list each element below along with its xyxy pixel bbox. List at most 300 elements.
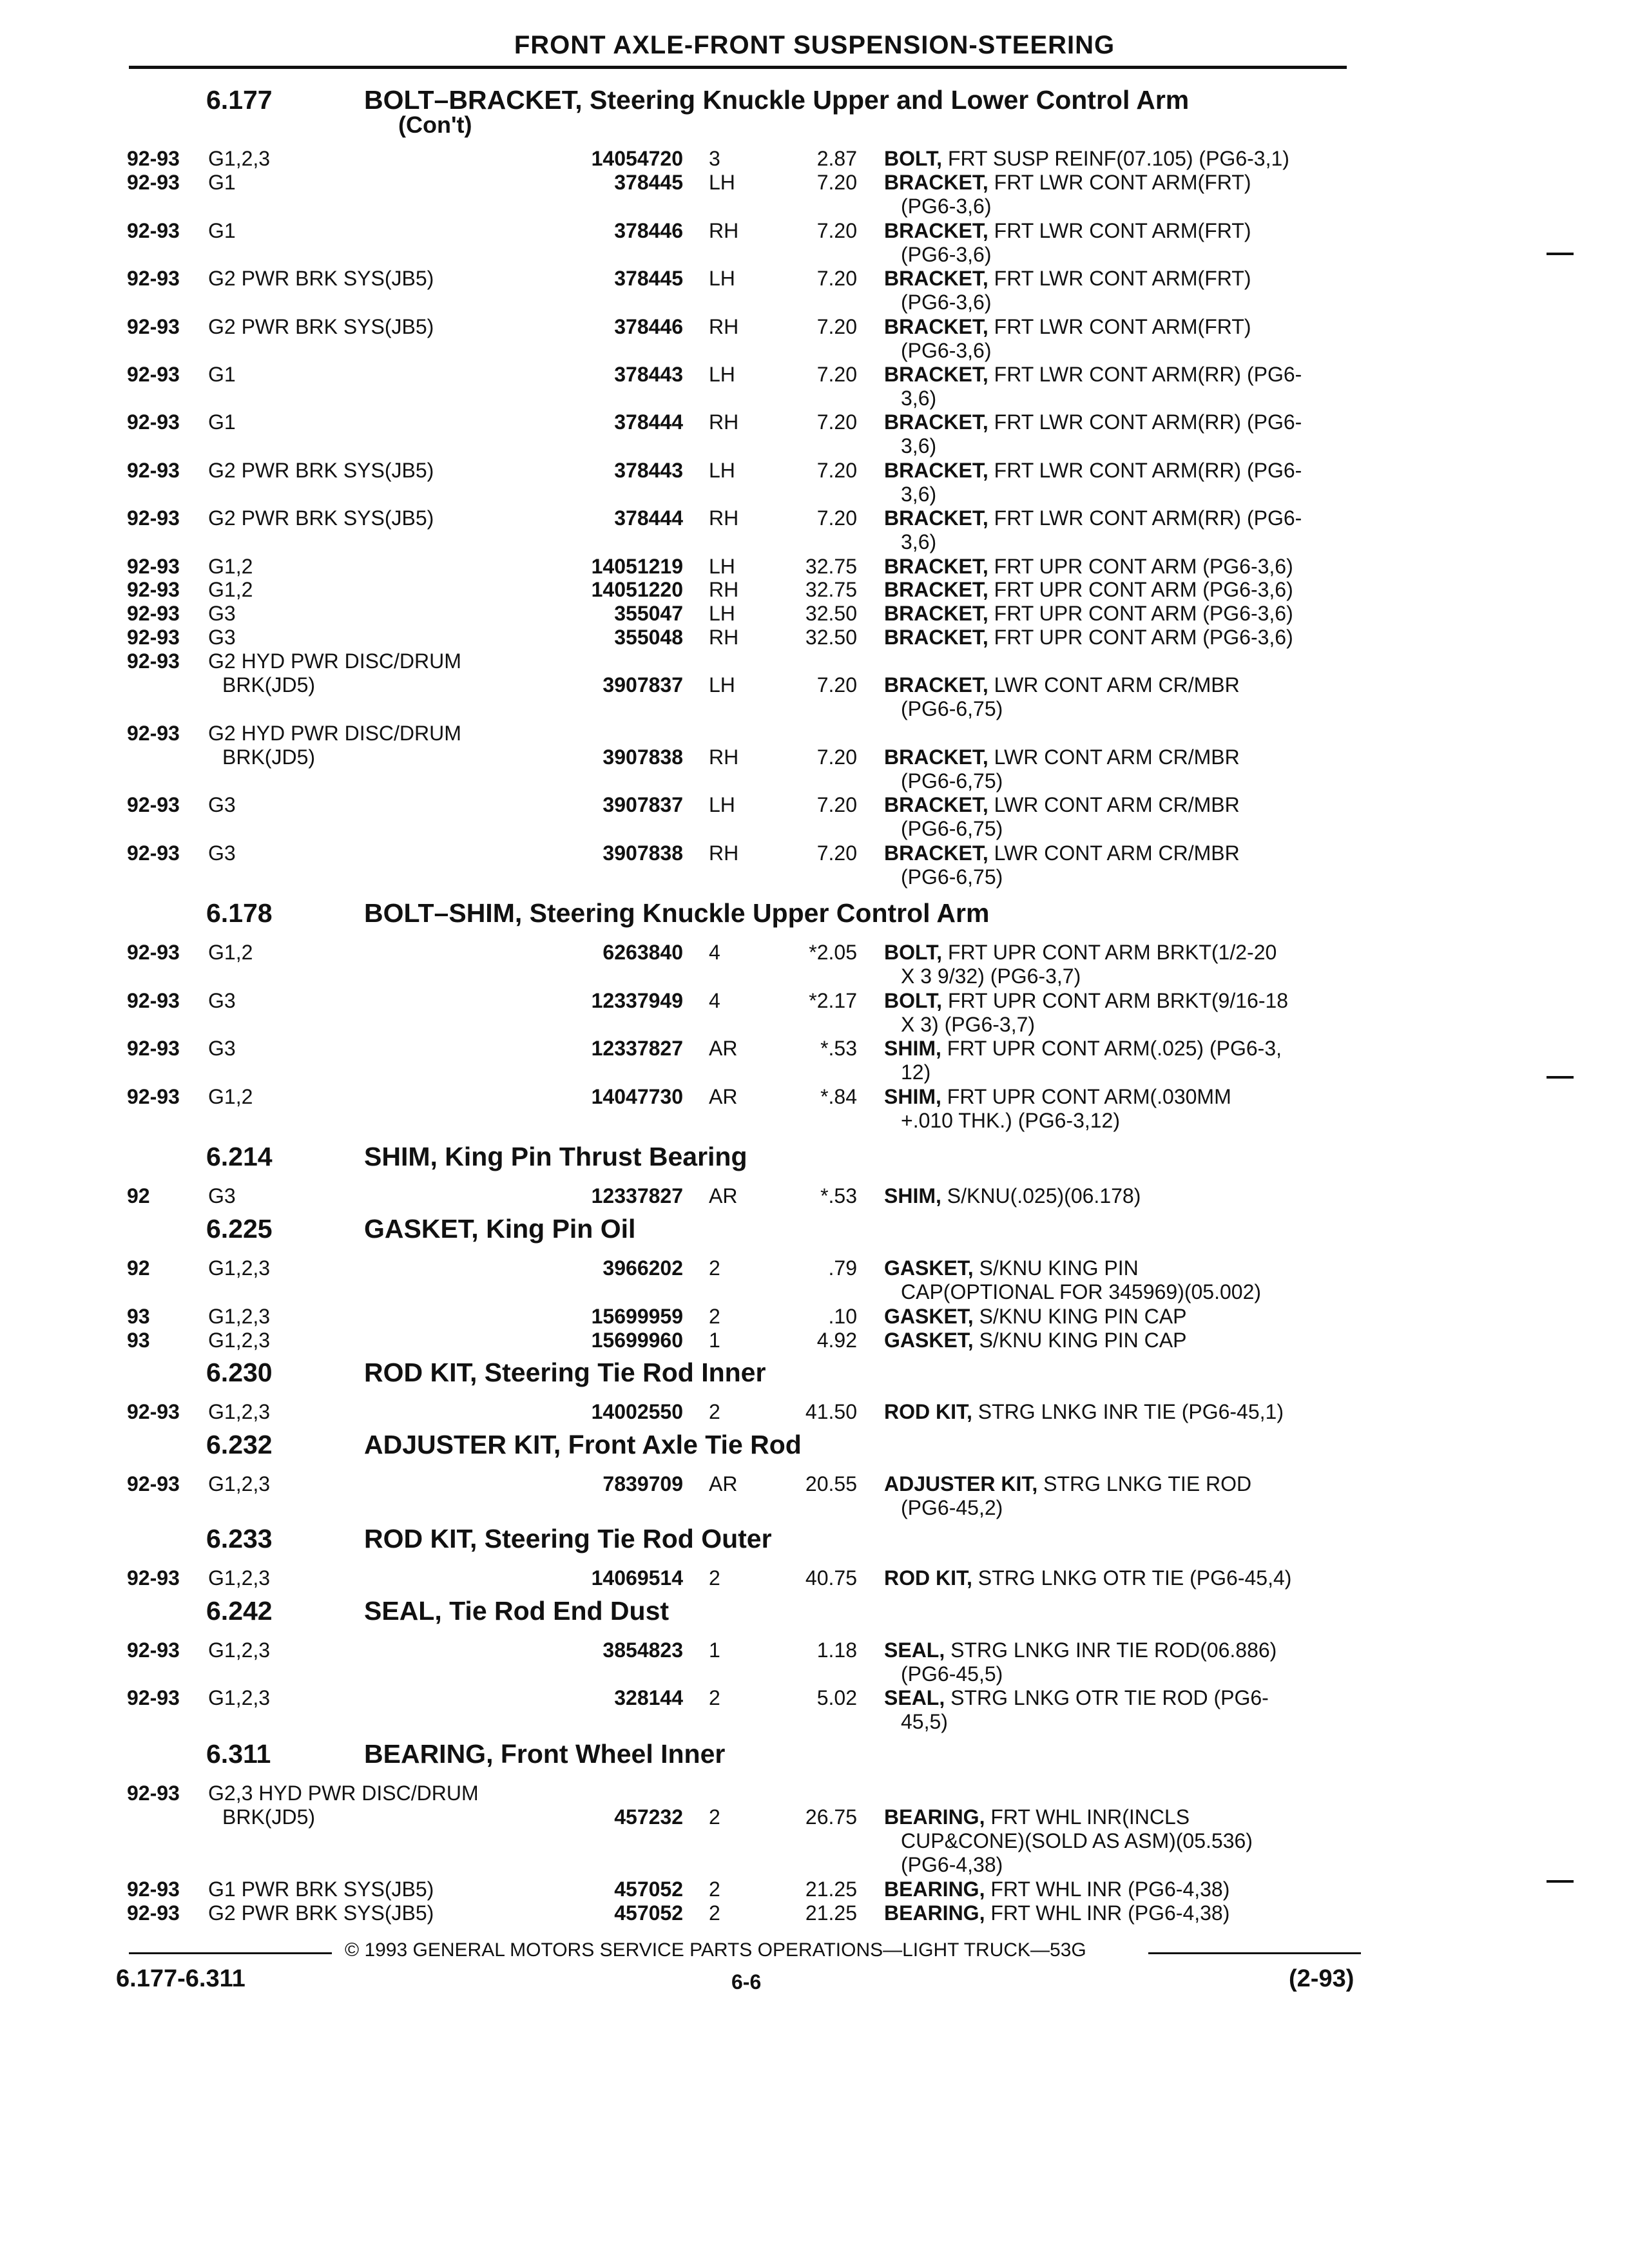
row-description-keyword: GASKET, <box>884 1305 974 1328</box>
row-model: G2 PWR BRK SYS(JB5) <box>208 459 434 482</box>
row-description-continued-text: X 3 9/32) (PG6-3,7) <box>901 965 1081 988</box>
row-description-text: LWR CONT ARM CR/MBR <box>988 841 1240 865</box>
table-row <box>0 941 1629 965</box>
row-price: .79 <box>828 1256 857 1280</box>
row-description-continued <box>0 1710 1629 1734</box>
row-description-keyword: BRACKET, <box>884 363 988 386</box>
row-model: G1,2,3 <box>208 1329 271 1352</box>
row-description-continued <box>0 817 1629 841</box>
row-description <box>884 315 1251 339</box>
row-description <box>884 1566 1291 1590</box>
row-price: 40.75 <box>805 1566 857 1590</box>
footer-revision-date: (2-93) <box>1289 1965 1354 1992</box>
row-quantity: LH <box>709 673 735 697</box>
row-part-number: 7839709 <box>602 1472 683 1495</box>
row-description-continued <box>0 965 1629 988</box>
row-year: 92-93 <box>127 459 180 482</box>
row-description <box>884 1184 1141 1208</box>
footer-page-number: 6-6 <box>731 1970 762 1994</box>
row-model: G3 <box>208 602 236 625</box>
row-price: *.84 <box>820 1085 857 1108</box>
row-description-keyword: BOLT, <box>884 147 943 170</box>
row-model-continued: BRK(JD5) <box>222 673 316 697</box>
row-part-number: 14047730 <box>591 1085 683 1108</box>
row-quantity: LH <box>709 555 735 578</box>
row-description-text: FRT WHL INR (PG6-4,38) <box>985 1878 1230 1901</box>
row-model: G1,2,3 <box>208 1256 271 1280</box>
row-description-text: FRT UPR CONT ARM BRKT(1/2-20 <box>942 941 1277 964</box>
row-model: G1,2,3 <box>208 1400 271 1423</box>
row-description-keyword: BRACKET, <box>884 315 988 338</box>
row-description-text: STRG LNKG OTR TIE (PG6-45,4) <box>972 1566 1292 1590</box>
row-part-number: 3907838 <box>602 841 683 865</box>
row-part-number: 378444 <box>614 410 683 434</box>
row-model: G2 PWR BRK SYS(JB5) <box>208 506 434 530</box>
row-model: G1,2,3 <box>208 1639 271 1662</box>
row-description-text: FRT LWR CONT ARM(FRT) <box>988 171 1251 194</box>
row-description <box>884 989 1288 1013</box>
row-description <box>884 1085 1231 1109</box>
row-quantity: 2 <box>709 1256 720 1280</box>
row-part-number: 14051219 <box>591 555 683 578</box>
row-quantity: RH <box>709 578 739 601</box>
row-quantity: AR <box>709 1472 738 1495</box>
row-description-text: FRT LWR CONT ARM(RR) (PG6- <box>988 363 1302 386</box>
row-year: 92-93 <box>127 1878 180 1901</box>
row-price: 7.20 <box>816 841 857 865</box>
row-description-continued-text: 3,6) <box>901 434 937 457</box>
row-description <box>884 147 1289 171</box>
table-row <box>0 315 1629 339</box>
row-year: 92-93 <box>127 1085 180 1108</box>
table-row <box>0 626 1629 649</box>
row-part-number: 378446 <box>614 315 683 338</box>
row-model: G1,2,3 <box>208 1566 271 1590</box>
row-description-text: FRT UPR CONT ARM (PG6-3,6) <box>988 578 1293 601</box>
row-price: 1.18 <box>816 1639 857 1662</box>
row-description-keyword: BRACKET, <box>884 459 988 482</box>
row-description <box>884 267 1251 291</box>
row-quantity: AR <box>709 1085 738 1108</box>
table-row <box>0 410 1629 434</box>
row-quantity: LH <box>709 602 735 625</box>
row-description-keyword: BRACKET, <box>884 267 988 290</box>
row-quantity: 2 <box>709 1400 720 1423</box>
section-title: ADJUSTER KIT, Front Axle Tie Rod <box>364 1430 802 1459</box>
row-price: 7.20 <box>816 315 857 338</box>
row-description-text: FRT LWR CONT ARM(RR) (PG6- <box>988 506 1302 530</box>
row-description-keyword: SEAL, <box>884 1686 945 1709</box>
row-part-number: 328144 <box>614 1686 683 1709</box>
row-description-continued-text: (PG6-6,75) <box>901 817 1003 840</box>
footer-rule-left <box>129 1952 332 1954</box>
row-description-continued <box>0 1662 1629 1686</box>
row-model: G1,2,3 <box>208 1472 271 1495</box>
row-year: 92-93 <box>127 506 180 530</box>
row-model: G1,2,3 <box>208 1686 271 1709</box>
row-price: *.53 <box>820 1184 857 1207</box>
row-price: *2.05 <box>809 941 857 964</box>
row-price: 7.20 <box>816 459 857 482</box>
section-title: BOLT–SHIM, Steering Knuckle Upper Control Arm <box>364 898 990 928</box>
row-price: 21.25 <box>805 1901 857 1925</box>
section-number: 6.311 <box>206 1739 271 1769</box>
row-year: 93 <box>127 1305 150 1328</box>
table-row <box>0 147 1629 171</box>
row-part-number: 6263840 <box>602 941 683 964</box>
row-model: G1 PWR BRK SYS(JB5) <box>208 1878 434 1901</box>
row-description-text: S/KNU(.025)(06.178) <box>941 1184 1141 1207</box>
row-year: 92 <box>127 1256 150 1280</box>
row-description-continued <box>0 291 1629 314</box>
row-part-number: 12337827 <box>591 1037 683 1060</box>
row-description <box>884 1686 1269 1710</box>
row-description-text: FRT WHL INR(INCLS <box>985 1805 1190 1829</box>
row-description-continued <box>0 1061 1629 1084</box>
row-part-number: 14051220 <box>591 578 683 601</box>
row-description-keyword: GASKET, <box>884 1329 974 1352</box>
row-quantity: RH <box>709 626 739 649</box>
table-row <box>0 1639 1629 1662</box>
row-model: G2 PWR BRK SYS(JB5) <box>208 267 434 290</box>
row-model: G2 HYD PWR DISC/DRUM <box>208 722 461 745</box>
row-quantity: LH <box>709 459 735 482</box>
row-year: 92-93 <box>127 171 180 194</box>
row-price: 4.92 <box>816 1329 857 1352</box>
table-row <box>0 1085 1629 1109</box>
row-description-keyword: BOLT, <box>884 941 943 964</box>
row-year: 92-93 <box>127 555 180 578</box>
row-quantity: 2 <box>709 1566 720 1590</box>
table-row <box>0 722 1629 745</box>
row-description <box>884 1878 1229 1901</box>
row-year: 92-93 <box>127 315 180 338</box>
row-price: 41.50 <box>805 1400 857 1423</box>
row-description-continued-text: (PG6-3,6) <box>901 291 992 314</box>
row-quantity: 4 <box>709 941 720 964</box>
row-price: 32.50 <box>805 602 857 625</box>
row-part-number: 12337827 <box>591 1184 683 1207</box>
row-description-continued <box>0 1496 1629 1520</box>
row-description-text: FRT LWR CONT ARM(FRT) <box>988 267 1251 290</box>
row-quantity: RH <box>709 841 739 865</box>
row-description-continued-text: (PG6-6,75) <box>901 769 1003 793</box>
row-description-keyword: SHIM, <box>884 1184 941 1207</box>
row-part-number: 457052 <box>614 1901 683 1925</box>
row-price: 7.20 <box>816 267 857 290</box>
row-model: G3 <box>208 793 236 816</box>
section-number: 6.178 <box>206 898 273 928</box>
table-row <box>0 1878 1629 1901</box>
row-description <box>884 626 1293 649</box>
section-number: 6.233 <box>206 1524 273 1553</box>
table-row <box>0 989 1629 1013</box>
row-description-keyword: BEARING, <box>884 1901 985 1925</box>
row-year: 92-93 <box>127 941 180 964</box>
table-row <box>0 1686 1629 1710</box>
section-title: ROD KIT, Steering Tie Rod Inner <box>364 1358 766 1387</box>
row-year: 92 <box>127 1184 150 1207</box>
row-description-text: STRG LNKG INR TIE ROD(06.886) <box>945 1639 1277 1662</box>
row-year: 92-93 <box>127 1037 180 1060</box>
row-description-continued <box>0 865 1629 889</box>
row-price: *.53 <box>820 1037 857 1060</box>
row-price: .10 <box>828 1305 857 1328</box>
row-part-number: 14054720 <box>591 147 683 170</box>
row-model-continued: BRK(JD5) <box>222 745 316 769</box>
row-description-continued <box>0 530 1629 554</box>
row-year: 92-93 <box>127 989 180 1012</box>
row-year: 92-93 <box>127 147 180 170</box>
row-year: 92-93 <box>127 578 180 601</box>
row-part-number: 457232 <box>614 1805 683 1829</box>
row-price: 7.20 <box>816 219 857 242</box>
row-description-keyword: BRACKET, <box>884 171 988 194</box>
row-quantity: RH <box>709 745 739 769</box>
row-description-continued <box>0 483 1629 506</box>
row-description-text: LWR CONT ARM CR/MBR <box>988 793 1240 816</box>
table-row <box>0 219 1629 243</box>
row-description-keyword: BEARING, <box>884 1878 985 1901</box>
row-year: 92-93 <box>127 1400 180 1423</box>
row-description-continued <box>0 769 1629 793</box>
row-price: 32.50 <box>805 626 857 649</box>
row-quantity: 3 <box>709 147 720 170</box>
row-quantity: RH <box>709 410 739 434</box>
row-quantity: LH <box>709 363 735 386</box>
row-year: 92-93 <box>127 1901 180 1925</box>
table-row <box>0 1184 1629 1208</box>
table-row-continued <box>0 745 1629 769</box>
row-part-number: 15699960 <box>591 1329 683 1352</box>
row-part-number: 3966202 <box>602 1256 683 1280</box>
row-part-number: 355047 <box>614 602 683 625</box>
row-price: 20.55 <box>805 1472 857 1495</box>
row-description-continued <box>0 1853 1629 1877</box>
section-number: 6.230 <box>206 1358 273 1387</box>
row-description-continued-text: (PG6-3,6) <box>901 243 992 266</box>
row-description-continued-text: (PG6-45,5) <box>901 1662 1003 1686</box>
row-part-number: 3854823 <box>602 1639 683 1662</box>
row-description <box>884 745 1240 769</box>
table-row <box>0 602 1629 626</box>
row-description-continued-text: (PG6-6,75) <box>901 697 1003 720</box>
table-row <box>0 555 1629 579</box>
row-model: G3 <box>208 841 236 865</box>
header-rule <box>129 66 1347 69</box>
row-quantity: AR <box>709 1184 738 1207</box>
row-description-continued-text: 45,5) <box>901 1710 948 1733</box>
row-description <box>884 841 1240 865</box>
row-price: 26.75 <box>805 1805 857 1829</box>
row-description-continued <box>0 1109 1629 1133</box>
row-description <box>884 793 1240 817</box>
footer-copyright: © 1993 GENERAL MOTORS SERVICE PARTS OPERATIONS—LIGHT TRUCK—53G <box>345 1939 1086 1961</box>
table-row <box>0 1782 1629 1805</box>
row-price: 7.20 <box>816 793 857 816</box>
row-model: G3 <box>208 989 236 1012</box>
table-row <box>0 506 1629 530</box>
row-description-text: FRT UPR CONT ARM(.025) (PG6-3, <box>941 1037 1282 1060</box>
row-price: 7.20 <box>816 673 857 697</box>
margin-tick-mark <box>1547 253 1574 255</box>
row-description-keyword: BRACKET, <box>884 602 988 625</box>
row-year: 92-93 <box>127 267 180 290</box>
row-part-number: 378443 <box>614 363 683 386</box>
row-description <box>884 673 1240 697</box>
row-description <box>884 1400 1284 1424</box>
row-description-continued <box>0 434 1629 458</box>
page-header-title: FRONT AXLE-FRONT SUSPENSION-STEERING <box>514 31 1115 59</box>
row-model: G1 <box>208 219 236 242</box>
row-description-continued <box>0 339 1629 363</box>
row-description-continued-text: 3,6) <box>901 387 937 410</box>
footer-rule-right <box>1148 1952 1361 1954</box>
row-year: 92-93 <box>127 1782 180 1805</box>
row-description-text: FRT UPR CONT ARM (PG6-3,6) <box>988 626 1293 649</box>
row-part-number: 378445 <box>614 171 683 194</box>
row-price: 7.20 <box>816 171 857 194</box>
table-row <box>0 363 1629 387</box>
row-description <box>884 941 1277 965</box>
row-part-number: 14002550 <box>591 1400 683 1423</box>
row-price: 7.20 <box>816 363 857 386</box>
table-row <box>0 841 1629 865</box>
section-number: 6.214 <box>206 1142 273 1171</box>
row-description-continued <box>0 387 1629 410</box>
row-price: 32.75 <box>805 555 857 578</box>
row-description-keyword: BRACKET, <box>884 578 988 601</box>
row-description <box>884 1639 1277 1662</box>
row-description-continued-text: +.010 THK.) (PG6-3,12) <box>901 1109 1120 1132</box>
section-number: 6.177 <box>206 85 273 115</box>
row-part-number: 3907837 <box>602 793 683 816</box>
row-description <box>884 1256 1139 1280</box>
table-row <box>0 793 1629 817</box>
row-description-continued-text: (PG6-3,6) <box>901 339 992 362</box>
row-description <box>884 1329 1186 1352</box>
row-quantity: 2 <box>709 1686 720 1709</box>
row-description-continued-text: (PG6-3,6) <box>901 195 992 218</box>
row-description-text: FRT UPR CONT ARM BRKT(9/16-18 <box>942 989 1289 1012</box>
row-part-number: 12337949 <box>591 989 683 1012</box>
row-quantity: AR <box>709 1037 738 1060</box>
row-year: 93 <box>127 1329 150 1352</box>
table-row <box>0 578 1629 602</box>
row-part-number: 457052 <box>614 1878 683 1901</box>
table-row <box>0 1256 1629 1280</box>
row-description <box>884 1305 1186 1329</box>
row-description-keyword: BRACKET, <box>884 626 988 649</box>
section-number: 6.225 <box>206 1214 273 1244</box>
row-description-text: FRT UPR CONT ARM(.030MM <box>941 1085 1231 1108</box>
row-model: G1,2 <box>208 1085 253 1108</box>
row-description <box>884 410 1302 434</box>
row-description-continued-text: 3,6) <box>901 530 937 553</box>
row-year: 92-93 <box>127 1686 180 1709</box>
table-row <box>0 1400 1629 1424</box>
table-row-continued <box>0 1805 1629 1829</box>
row-model: G1,2 <box>208 941 253 964</box>
row-description-continued <box>0 1013 1629 1037</box>
row-model-continued: BRK(JD5) <box>222 1805 316 1829</box>
row-description-continued-text: (PG6-4,38) <box>901 1853 1003 1876</box>
row-price: *2.17 <box>809 989 857 1012</box>
row-year: 92-93 <box>127 1639 180 1662</box>
row-description-continued <box>0 1280 1629 1304</box>
row-description-keyword: BRACKET, <box>884 410 988 434</box>
row-model: G2 PWR BRK SYS(JB5) <box>208 315 434 338</box>
row-model: G1,2 <box>208 555 253 578</box>
row-description-continued-text: CUP&CONE)(SOLD AS ASM)(05.536) <box>901 1829 1253 1852</box>
row-description-text: LWR CONT ARM CR/MBR <box>988 673 1240 697</box>
row-description <box>884 578 1293 602</box>
row-description <box>884 1901 1229 1925</box>
section-title: BOLT–BRACKET, Steering Knuckle Upper and Lower Control Arm <box>364 85 1190 115</box>
table-row <box>0 459 1629 483</box>
row-description-text: FRT LWR CONT ARM(FRT) <box>988 219 1251 242</box>
section-number: 6.232 <box>206 1430 273 1459</box>
row-description <box>884 171 1251 195</box>
row-year: 92-93 <box>127 626 180 649</box>
row-price: 7.20 <box>816 745 857 769</box>
row-quantity: RH <box>709 506 739 530</box>
row-description-keyword: ADJUSTER KIT, <box>884 1472 1038 1495</box>
section-title: SHIM, King Pin Thrust Bearing <box>364 1142 747 1171</box>
row-description-text: STRG LNKG INR TIE (PG6-45,1) <box>972 1400 1284 1423</box>
row-description-continued <box>0 195 1629 218</box>
table-row <box>0 1305 1629 1329</box>
row-part-number: 3907838 <box>602 745 683 769</box>
row-price: 5.02 <box>816 1686 857 1709</box>
row-description-keyword: BRACKET, <box>884 506 988 530</box>
row-description-continued-text: (PG6-6,75) <box>901 865 1003 889</box>
table-row <box>0 649 1629 673</box>
row-description-text: LWR CONT ARM CR/MBR <box>988 745 1240 769</box>
row-description-text: STRG LNKG TIE ROD <box>1037 1472 1252 1495</box>
row-price: 21.25 <box>805 1878 857 1901</box>
row-description <box>884 1037 1282 1061</box>
row-description <box>884 219 1251 243</box>
row-model: G3 <box>208 626 236 649</box>
section-title: GASKET, King Pin Oil <box>364 1214 636 1244</box>
row-description-keyword: SEAL, <box>884 1639 945 1662</box>
row-quantity: 2 <box>709 1305 720 1328</box>
row-description-continued <box>0 697 1629 721</box>
margin-tick-mark <box>1547 1880 1574 1883</box>
row-description-continued-text: 12) <box>901 1061 931 1084</box>
row-description <box>884 363 1302 387</box>
row-description-keyword: BRACKET, <box>884 841 988 865</box>
row-model: G1,2,3 <box>208 1305 271 1328</box>
row-description-keyword: BRACKET, <box>884 555 988 578</box>
row-description-keyword: BRACKET, <box>884 745 988 769</box>
row-part-number: 378443 <box>614 459 683 482</box>
row-quantity: RH <box>709 219 739 242</box>
table-row <box>0 171 1629 195</box>
row-description-continued-text: CAP(OPTIONAL FOR 345969)(05.002) <box>901 1280 1262 1303</box>
row-year: 92-93 <box>127 793 180 816</box>
row-description <box>884 1805 1190 1829</box>
row-year: 92-93 <box>127 363 180 386</box>
row-model: G3 <box>208 1184 236 1207</box>
row-quantity: LH <box>709 171 735 194</box>
row-year: 92-93 <box>127 1472 180 1495</box>
row-description <box>884 1472 1251 1496</box>
row-description-text: STRG LNKG OTR TIE ROD (PG6- <box>945 1686 1269 1709</box>
row-quantity: LH <box>709 267 735 290</box>
row-model: G1 <box>208 410 236 434</box>
